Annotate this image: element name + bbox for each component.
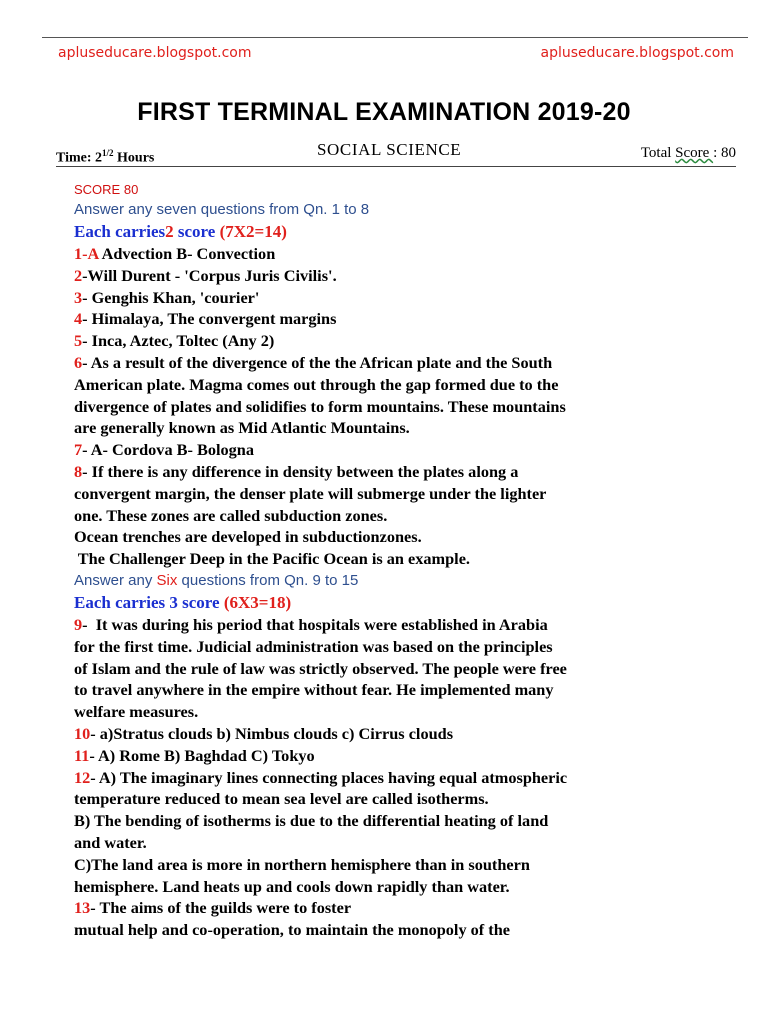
- answer-line: to travel anywhere in the empire without fear. He implemented many: [74, 680, 554, 700]
- answer-line: are generally known as Mid Atlantic Mountains.: [74, 418, 410, 438]
- section2-carries: [74, 592, 734, 614]
- answer-number: 11: [74, 745, 90, 765]
- answer-line: for the first time. Judicial administration was based on the principles: [74, 636, 553, 656]
- total-score-word: Score: [675, 145, 714, 161]
- section2-instruction: [74, 570, 734, 592]
- answer-line: American plate. Magma comes out through the gap formed due to the: [74, 374, 559, 394]
- answer-3: [74, 287, 734, 309]
- answer-10: [74, 723, 734, 745]
- answer-line: welfare measures.: [74, 702, 199, 722]
- answer-text: - A- Cordova B- Bologna: [82, 440, 255, 460]
- exam-time: [56, 148, 154, 167]
- answer-text: -Will Durent - 'Corpus Juris Civilis'.: [82, 265, 337, 285]
- answer-line: convergent margin, the denser plate will submerge under the lighter: [74, 483, 547, 503]
- carries-score: score: [173, 222, 220, 241]
- answer-text: - It was during his period that hospitals were established in Arabia: [82, 614, 548, 634]
- answer-number: 13: [74, 898, 91, 918]
- instr-part: Answer any: [74, 571, 157, 589]
- answer-text: - A) Rome B) Baghdad C) Tokyo: [89, 745, 315, 765]
- answer-number: 7: [74, 440, 83, 460]
- score-heading: SCORE 80: [74, 182, 139, 197]
- answer-7: [74, 439, 734, 461]
- exam-title: FIRST TERMINAL EXAMINATION 2019-20: [137, 98, 631, 126]
- answer-1: [74, 243, 734, 265]
- answer-line: of Islam and the rule of law was strictly observed. The people were free: [74, 658, 567, 678]
- total-score: [641, 145, 736, 162]
- answer-line: C)The land area is more in northern hemisphere than in southern: [74, 854, 530, 874]
- carries-label: Each carries: [74, 222, 166, 241]
- total-score-value: : 80: [713, 145, 736, 161]
- header-rule: [42, 37, 748, 38]
- answer-number: 4: [74, 309, 83, 329]
- answer-text: Advection B- Convection: [98, 244, 276, 263]
- meta-rule: [56, 166, 736, 167]
- answer-line: B) The bending of isotherms is due to the differential heating of land: [74, 811, 549, 831]
- answer-number: 1-A: [74, 244, 99, 263]
- time-unit: Hours: [113, 150, 155, 166]
- answer-line: and water.: [74, 832, 147, 852]
- answer-2: [74, 265, 734, 287]
- answer-line: one. These zones are called subduction zones.: [74, 505, 388, 525]
- answer-9: [74, 614, 734, 636]
- answer-13: [74, 897, 734, 919]
- answer-11: [74, 745, 734, 767]
- site-url-right[interactable]: apluseducare.blogspot.com: [540, 45, 734, 61]
- answer-number: 3: [74, 287, 83, 307]
- carries-calc: (6X3=18): [223, 592, 292, 612]
- answer-8: [74, 461, 734, 483]
- answer-number: 9: [74, 614, 83, 634]
- time-fraction: 1/2: [102, 148, 114, 158]
- section1-instruction: Answer any seven questions from Qn. 1 to 8: [74, 201, 370, 218]
- answer-line: hemisphere. Land heats up and cools down rapidly than water.: [74, 876, 510, 896]
- carries-number: 2: [165, 222, 174, 241]
- answer-content: [74, 181, 734, 941]
- carries-label: Each carries 3 score: [74, 592, 224, 612]
- answer-text: - If there is any difference in density between the plates along a: [82, 461, 519, 481]
- answer-12: [74, 767, 734, 789]
- answer-number: 2: [74, 265, 83, 285]
- carries-calc: (7X2=14): [219, 222, 287, 241]
- total-label: Total: [640, 145, 676, 161]
- subject-name: SOCIAL SCIENCE: [317, 140, 462, 159]
- answer-text: - The aims of the guilds were to foster: [90, 898, 352, 918]
- instr-part: questions from Qn. 9 to 15: [177, 571, 359, 589]
- answer-text: - A) The imaginary lines connecting places having equal atmospheric: [90, 767, 568, 787]
- answer-number: 12: [74, 767, 91, 787]
- answer-4: [74, 308, 734, 330]
- answer-text: - a)Stratus clouds b) Nimbus clouds c) Cirrus clouds: [90, 723, 454, 743]
- answer-line: The Challenger Deep in the Pacific Ocean is an example.: [74, 549, 470, 569]
- answer-line: divergence of plates and solidifies to form mountains. These mountains: [74, 396, 566, 416]
- answer-text: - Genghis Khan, 'courier': [82, 287, 260, 307]
- answer-6: [74, 352, 734, 374]
- answer-text: - Inca, Aztec, Toltec (Any 2): [82, 331, 275, 351]
- answer-text: - Himalaya, The convergent margins: [82, 309, 337, 329]
- section1-carries: [74, 221, 734, 243]
- time-label: Time: 2: [56, 150, 103, 166]
- answer-line: temperature reduced to mean sea level are called isotherms.: [74, 789, 489, 809]
- answer-number: 8: [74, 461, 83, 481]
- answer-line: mutual help and co-operation, to maintain the monopoly of the: [74, 920, 511, 940]
- answer-number: 5: [74, 331, 83, 351]
- answer-text: - As a result of the divergence of the the African plate and the South: [82, 352, 553, 372]
- answer-number: 10: [74, 723, 91, 743]
- answer-5: [74, 330, 734, 352]
- answer-number: 6: [74, 352, 83, 372]
- answer-line: Ocean trenches are developed in subductionzones.: [74, 527, 422, 547]
- site-url-left[interactable]: apluseducare.blogspot.com: [58, 45, 252, 61]
- instr-count: Six: [156, 571, 178, 589]
